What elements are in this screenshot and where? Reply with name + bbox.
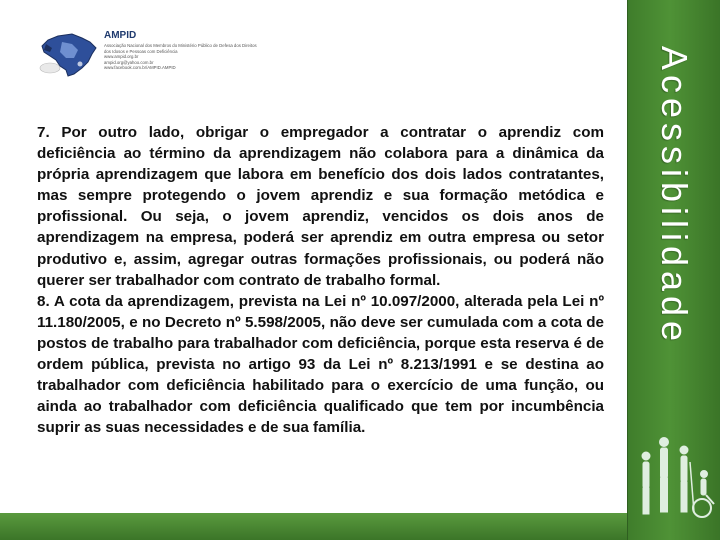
logo-line: www.facebook.com.br/AMPID.AMPID — [104, 65, 176, 71]
bottom-green-bar — [0, 513, 627, 540]
paragraph-8: 8. A cota da aprendizagem, prevista na Lei nº 10.097/2000, alterada pela Lei nº 11.180/2005, e no Decreto nº 5.598/2005, não deve ser cumulada com a cota de postos de trabalho para trabalhador com deficiência, porque esta reserva é de ordem pública, prevista no artigo 93 da Lei nº 8.213/1991 e se destina ao trabalhador com deficiência habilitado para o exercício de uma função, ou ainda ao trabalhador com deficiência qualificado que tem por incumbência suprir as suas necessidades e de sua família. — [37, 292, 604, 437]
logo-text — [104, 43, 314, 71]
accessibility-figures-icon — [634, 428, 716, 528]
body-text — [37, 122, 604, 438]
logo-line: dos Idosos e Pessoas com Deficiência — [104, 48, 178, 54]
ampid-logo — [38, 30, 308, 80]
logo-title: AMPID — [104, 30, 137, 41]
logo-line: Associação Nacional dos Membros do Ministério Público de Defesa dos Direitos — [104, 43, 257, 48]
side-title: Acessibilidade — [654, 45, 695, 347]
logo-line: ampid.org@yahoo.com.br — [104, 59, 154, 65]
brazil-map-icon — [38, 32, 100, 78]
paragraph-7: 7. Por outro lado, obrigar o empregador a contratar o aprendiz com deficiência ao término da aprendizagem não colabora para a dinâmica da própria aprendizagem que labora em benefício dos dois lados contratantes, mas sempre protegendo o jovem aprendiz e sua formação metódica e profissional. Ou seja, o jovem aprendiz, vencidos os dois anos de aprendizagem na empresa, poderá ser aprendiz em outra empresa ou setor produtivo e, assim, agregar outras formações profissionais, ou poderá não querer ser trabalhador com contrato de trabalho formal. — [37, 124, 604, 289]
logo-line: www.ampid.org.br — [104, 54, 139, 60]
